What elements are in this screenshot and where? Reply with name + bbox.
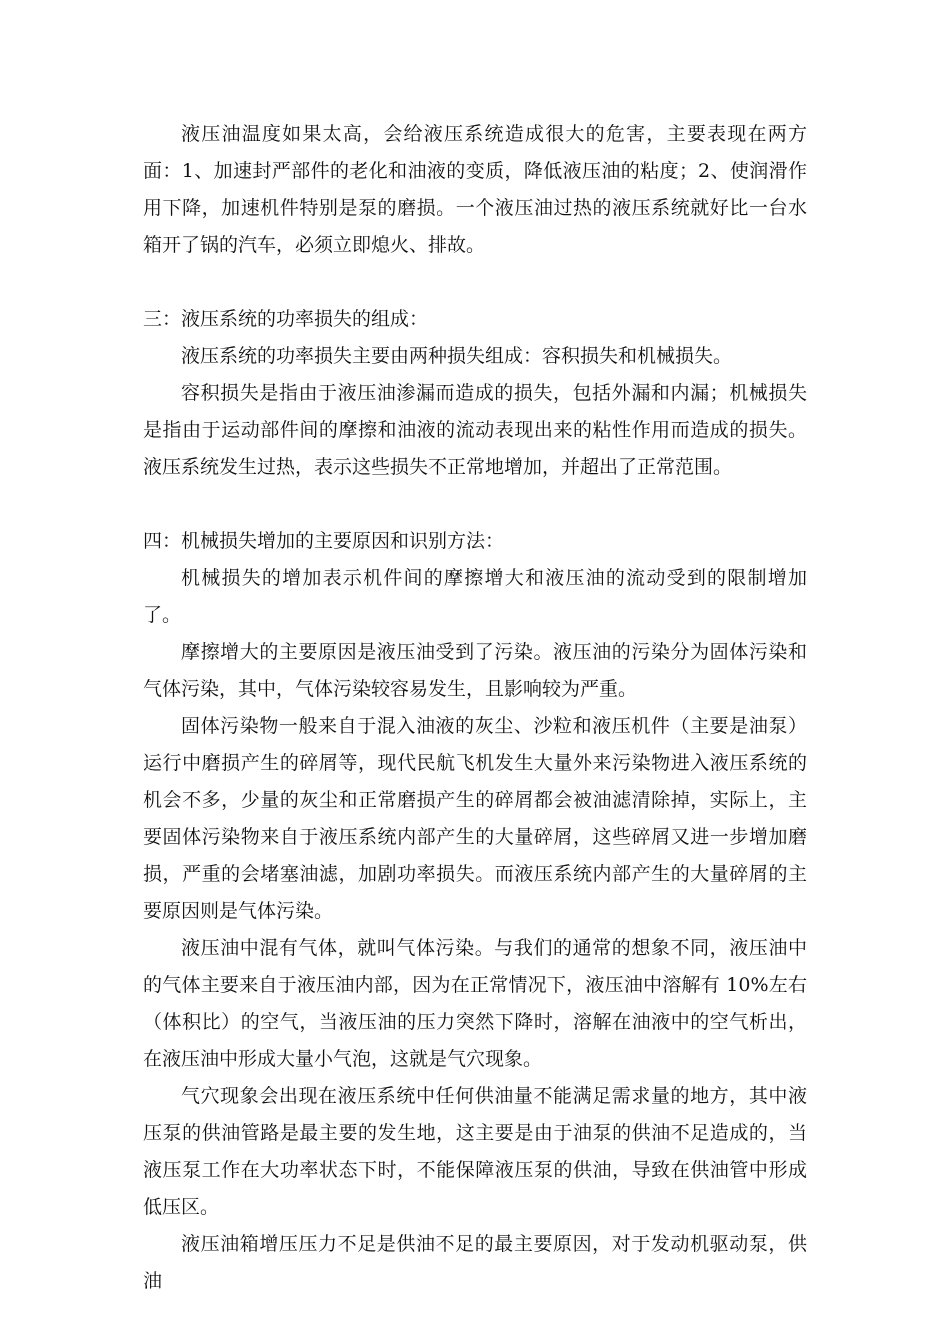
section-spacer [143, 486, 807, 523]
paragraph-solid-contaminants: 固体污染物一般来自于混入油液的灰尘、沙粒和液压机件（主要是油泵）运行中磨损产生的碎屑等，现代民航飞机发生大量外来污染物进入液压系统的机会不多，少量的灰尘和正常磨损产生的碎屑都会被油滤清除掉，实际上，主要固体污染物来自于液压系统内部产生的大量碎屑，这些碎屑又进一步增加磨损，严重的会堵塞油滤，加剧功率损失。而液压系统内部产生的大量碎屑的主要原因则是气体污染。 [143, 715, 807, 922]
section-heading-power-loss: 三：液压系统的功率损失的组成： [143, 308, 429, 330]
paragraph-overheat-hazards: 液压油温度如果太高，会给液压系统造成很大的危害，主要表现在两方面：1、加速封严部件的老化和油液的变质，降低液压油的粘度；2、使润滑作用下降，加速机件特别是泵的磨损。一个液压油过热的液压系统就好比一台水箱开了锅的汽车，必须立即熄火、排故。 [143, 123, 807, 256]
paragraph-cavitation: 气穴现象会出现在液压系统中任何供油量不能满足需求量的地方，其中液压泵的供油管路是最主要的发生地，这主要是由于油泵的供油不足造成的，当液压泵工作在大功率状态下时，不能保障液压泵的供油，导致在供油管中形成低压区。 [143, 1085, 807, 1218]
paragraph-gas-contamination: 液压油中混有气体，就叫气体污染。与我们的通常的想象不同，液压油中的气体主要来自于液压油内部，因为在正常情况下，液压油中溶解有 10%左右（体积比）的空气，当液压油的压力突然下降时，溶解在油液中的空气析出，在液压油中形成大量小气泡，这就是气穴现象。 [143, 937, 807, 1070]
paragraph-power-loss-components: 液压系统的功率损失主要由两种损失组成：容积损失和机械损失。 [181, 345, 733, 367]
section-heading-mechanical-loss: 四：机械损失增加的主要原因和识别方法： [143, 530, 505, 552]
paragraph-friction-contamination: 摩擦增大的主要原因是液压油受到了污染。液压油的污染分为固体污染和气体污染，其中，气体污染较容易发生，且影响较为严重。 [143, 641, 807, 700]
section-spacer [143, 264, 807, 301]
paragraph-mechanical-loss-meaning: 机械损失的增加表示机件间的摩擦增大和液压油的流动受到的限制增加了。 [143, 567, 807, 626]
paragraph-tank-pressure: 液压油箱增压压力不足是供油不足的最主要原因，对于发动机驱动泵，供油 [143, 1233, 807, 1292]
document-body [143, 116, 807, 1300]
paragraph-volume-mechanical-loss: 容积损失是指由于液压油渗漏而造成的损失，包括外漏和内漏；机械损失是指由于运动部件间的摩擦和油液的流动表现出来的粘性作用而造成的损失。液压系统发生过热，表示这些损失不正常地增加，并超出了正常范围。 [143, 382, 807, 478]
